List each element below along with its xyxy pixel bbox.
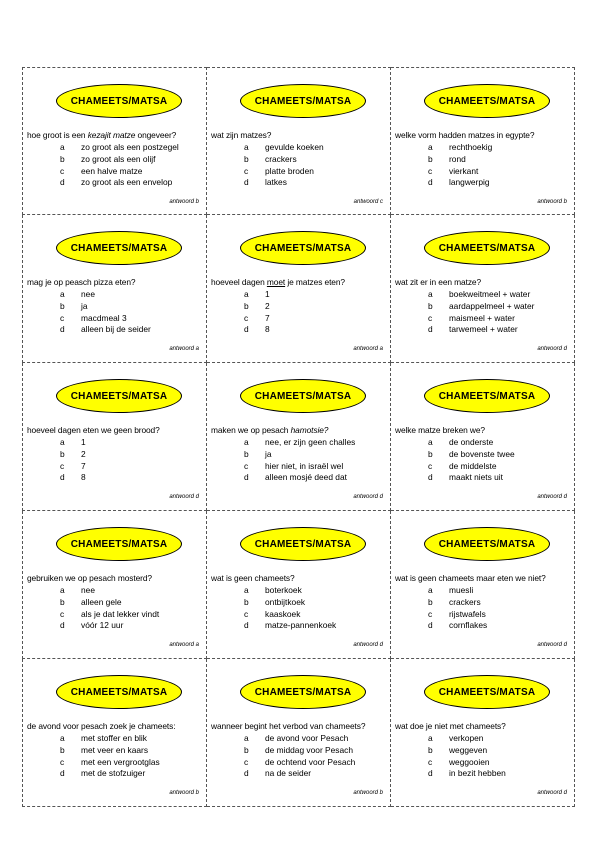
card-title-badge: CHAMEETS/MATSA: [424, 527, 550, 561]
card-answer: antwoord c: [353, 199, 383, 205]
card-question: wat is geen chameets maar eten we niet?: [395, 573, 546, 583]
card-title-badge: CHAMEETS/MATSA: [56, 379, 182, 413]
card-title-badge: CHAMEETS/MATSA: [240, 675, 366, 709]
option-letter: d: [60, 768, 65, 779]
answer-option: [244, 597, 336, 609]
option-text: aardappelmeel + water: [449, 300, 535, 311]
answer-options: [60, 585, 159, 632]
option-letter: a: [244, 142, 249, 152]
option-text: 8: [265, 324, 270, 335]
card-answer: antwoord d: [537, 494, 567, 500]
quiz-card: [391, 659, 575, 807]
option-letter: b: [428, 448, 433, 459]
option-letter: c: [428, 460, 433, 471]
card-answer: antwoord d: [537, 790, 567, 796]
card-title-badge: CHAMEETS/MATSA: [424, 84, 550, 118]
option-text: met de stofzuiger: [81, 768, 146, 779]
answer-option: [428, 472, 515, 484]
option-text: de ochtend voor Pesach: [265, 756, 356, 767]
option-text: kaaskoek: [265, 608, 301, 619]
option-letter: d: [244, 768, 249, 779]
option-letter: c: [244, 460, 249, 471]
option-text: tarwemeel + water: [449, 324, 518, 335]
option-letter: c: [60, 165, 65, 176]
answer-option: [60, 745, 160, 757]
card-answer: antwoord d: [353, 494, 383, 500]
option-letter: d: [428, 768, 433, 779]
answer-option: [244, 177, 324, 189]
quiz-card: [22, 363, 207, 511]
answer-option: [60, 177, 179, 189]
answer-options: [244, 437, 355, 484]
answer-option: [428, 324, 534, 336]
answer-options: [244, 142, 324, 189]
option-text: 7: [265, 312, 270, 323]
card-question: welke vorm hadden matzes in egypte?: [395, 130, 535, 140]
option-text: in bezit hebben: [449, 768, 506, 779]
card-question: hoe groot is een kezajit matze ongeveer?: [27, 130, 177, 140]
answer-option: [244, 313, 270, 325]
card-answer: antwoord b: [353, 790, 383, 796]
answer-options: [60, 437, 86, 484]
quiz-card: [207, 659, 391, 807]
option-text: alleen bij de seider: [81, 324, 151, 335]
answer-options: [244, 733, 355, 780]
answer-option: [244, 289, 270, 301]
quiz-card: [391, 511, 575, 659]
card-question: gebruiken we op pesach mosterd?: [27, 573, 152, 583]
option-text: muesli: [449, 585, 474, 595]
answer-option: [60, 585, 159, 597]
option-text: vóór 12 uur: [81, 620, 124, 631]
answer-option: [244, 142, 324, 154]
option-text: crackers: [449, 596, 481, 607]
answer-option: [244, 620, 336, 632]
answer-options: [428, 733, 506, 780]
option-text: zo groot als een postzegel: [81, 142, 179, 152]
option-letter: d: [244, 324, 249, 335]
option-letter: d: [244, 177, 249, 188]
option-text: zo groot als een envelop: [81, 177, 173, 188]
answer-option: [244, 166, 324, 178]
option-letter: b: [244, 744, 249, 755]
card-title-badge: CHAMEETS/MATSA: [240, 84, 366, 118]
answer-option: [244, 609, 336, 621]
option-letter: d: [60, 324, 65, 335]
answer-option: [60, 154, 179, 166]
option-text: de onderste: [449, 437, 494, 447]
option-text: ja: [81, 300, 88, 311]
option-text: alleen gele: [81, 596, 122, 607]
option-letter: c: [428, 756, 433, 767]
option-letter: a: [60, 289, 65, 299]
card-answer: antwoord b: [537, 199, 567, 205]
card-answer: antwoord d: [353, 642, 383, 648]
card-title-badge: CHAMEETS/MATSA: [424, 231, 550, 265]
quiz-card: [22, 511, 207, 659]
card-question: de avond voor pesach zoek je chameets:: [27, 721, 176, 731]
option-letter: d: [244, 620, 249, 631]
option-letter: a: [428, 733, 433, 743]
answer-option: [60, 437, 86, 449]
answer-option: [244, 757, 355, 769]
option-letter: d: [244, 472, 249, 483]
card-answer: antwoord a: [169, 642, 199, 648]
option-letter: c: [428, 312, 433, 323]
answer-option: [428, 733, 506, 745]
answer-option: [428, 154, 492, 166]
answer-options: [428, 437, 515, 484]
option-letter: b: [428, 744, 433, 755]
option-letter: a: [244, 289, 249, 299]
option-text: een halve matze: [81, 165, 143, 176]
answer-options: [428, 289, 534, 336]
option-text: met veer en kaars: [81, 744, 149, 755]
option-letter: d: [428, 620, 433, 631]
option-letter: b: [60, 300, 65, 311]
option-letter: b: [244, 153, 249, 164]
answer-option: [428, 437, 515, 449]
option-text: cornflakes: [449, 620, 488, 631]
option-text: nee: [81, 585, 95, 595]
option-letter: c: [244, 608, 249, 619]
card-title-badge: CHAMEETS/MATSA: [424, 379, 550, 413]
card-title-badge: CHAMEETS/MATSA: [424, 675, 550, 709]
answer-options: [244, 585, 336, 632]
option-text: de middag voor Pesach: [265, 744, 353, 755]
option-text: nee, er zijn geen challes: [265, 437, 356, 447]
option-letter: c: [60, 608, 65, 619]
option-letter: c: [60, 756, 65, 767]
option-text: hier niet, in israël wel: [265, 460, 344, 471]
option-text: rechthoekig: [449, 142, 493, 152]
option-letter: c: [60, 312, 65, 323]
card-sheet: [22, 67, 575, 807]
quiz-card: [22, 215, 207, 363]
option-letter: b: [428, 153, 433, 164]
answer-options: [60, 289, 151, 336]
option-letter: d: [60, 177, 65, 188]
card-question: wat doe je niet met chameets?: [395, 721, 506, 731]
answer-option: [244, 733, 355, 745]
answer-options: [428, 585, 487, 632]
option-text: boekweitmeel + water: [449, 289, 531, 299]
answer-option: [60, 142, 179, 154]
card-title-badge: CHAMEETS/MATSA: [56, 231, 182, 265]
option-letter: a: [244, 733, 249, 743]
card-title-badge: CHAMEETS/MATSA: [240, 379, 366, 413]
answer-option: [428, 177, 492, 189]
answer-option: [244, 745, 355, 757]
option-text: rijstwafels: [449, 608, 486, 619]
option-letter: a: [60, 437, 65, 447]
card-question: mag je op peasch pizza eten?: [27, 277, 136, 287]
option-letter: a: [60, 142, 65, 152]
option-text: de middelste: [449, 460, 497, 471]
option-text: met stoffer en blik: [81, 733, 147, 743]
option-text: ontbijtkoek: [265, 596, 306, 607]
option-text: maismeel + water: [449, 312, 515, 323]
card-title-badge: CHAMEETS/MATSA: [56, 84, 182, 118]
option-text: crackers: [265, 153, 297, 164]
option-text: na de seider: [265, 768, 312, 779]
option-letter: c: [244, 756, 249, 767]
card-answer: antwoord d: [537, 346, 567, 352]
quiz-card: [207, 67, 391, 215]
answer-option: [428, 301, 534, 313]
answer-option: [60, 472, 86, 484]
quiz-card: [391, 363, 575, 511]
option-text: de avond voor Pesach: [265, 733, 349, 743]
option-text: rond: [449, 153, 466, 164]
option-letter: b: [244, 300, 249, 311]
answer-option: [428, 585, 487, 597]
option-letter: b: [60, 153, 65, 164]
answer-option: [60, 461, 86, 473]
option-text: macdmeal 3: [81, 312, 127, 323]
quiz-card: [207, 215, 391, 363]
option-letter: a: [428, 289, 433, 299]
card-answer: antwoord d: [537, 642, 567, 648]
answer-option: [60, 449, 86, 461]
option-letter: a: [244, 585, 249, 595]
answer-option: [60, 597, 159, 609]
answer-option: [60, 733, 160, 745]
option-letter: a: [428, 585, 433, 595]
card-question: wat zijn matzes?: [211, 130, 272, 140]
answer-option: [428, 609, 487, 621]
answer-option: [244, 449, 355, 461]
answer-option: [60, 609, 159, 621]
option-text: 1: [265, 289, 270, 299]
card-title-badge: CHAMEETS/MATSA: [56, 675, 182, 709]
option-text: maakt niets uit: [449, 472, 503, 483]
card-answer: antwoord b: [169, 790, 199, 796]
option-text: als je dat lekker vindt: [81, 608, 160, 619]
option-text: matze-pannenkoek: [265, 620, 337, 631]
card-title-badge: CHAMEETS/MATSA: [240, 231, 366, 265]
option-letter: b: [60, 744, 65, 755]
answer-option: [244, 585, 336, 597]
option-letter: d: [428, 472, 433, 483]
answer-option: [60, 166, 179, 178]
card-question: wat is geen chameets?: [211, 573, 295, 583]
card-answer: antwoord d: [169, 494, 199, 500]
card-answer: antwoord a: [169, 346, 199, 352]
option-letter: a: [428, 142, 433, 152]
option-letter: c: [60, 460, 65, 471]
answer-option: [60, 757, 160, 769]
quiz-card: [207, 511, 391, 659]
option-letter: c: [428, 165, 433, 176]
card-answer: antwoord a: [353, 346, 383, 352]
option-letter: c: [428, 608, 433, 619]
option-letter: b: [428, 300, 433, 311]
answer-option: [244, 324, 270, 336]
answer-option: [60, 620, 159, 632]
answer-option: [428, 620, 487, 632]
quiz-card: [391, 67, 575, 215]
option-text: 8: [81, 472, 86, 483]
quiz-card: [207, 363, 391, 511]
card-title-badge: CHAMEETS/MATSA: [56, 527, 182, 561]
option-letter: a: [60, 733, 65, 743]
option-text: 7: [81, 460, 86, 471]
answer-option: [244, 437, 355, 449]
option-letter: b: [60, 596, 65, 607]
quiz-card: [22, 67, 207, 215]
option-letter: d: [60, 472, 65, 483]
answer-options: [60, 142, 179, 189]
option-text: latkes: [265, 177, 287, 188]
answer-option: [428, 166, 492, 178]
card-title-badge: CHAMEETS/MATSA: [240, 527, 366, 561]
answer-option: [244, 472, 355, 484]
answer-option: [60, 313, 151, 325]
option-text: 1: [81, 437, 86, 447]
option-text: met een vergrootglas: [81, 756, 160, 767]
option-text: ja: [265, 448, 272, 459]
answer-option: [60, 289, 151, 301]
option-text: weggooien: [449, 756, 490, 767]
option-text: weggeven: [449, 744, 488, 755]
answer-option: [244, 301, 270, 313]
option-letter: a: [244, 437, 249, 447]
answer-option: [428, 597, 487, 609]
answer-option: [244, 768, 355, 780]
answer-option: [428, 449, 515, 461]
option-letter: b: [428, 596, 433, 607]
option-text: nee: [81, 289, 95, 299]
quiz-card: [391, 215, 575, 363]
card-answer: antwoord b: [169, 199, 199, 205]
option-letter: d: [428, 324, 433, 335]
option-text: langwerpig: [449, 177, 490, 188]
option-letter: c: [244, 312, 249, 323]
answer-option: [428, 745, 506, 757]
answer-option: [428, 757, 506, 769]
option-text: alleen mosjé deed dat: [265, 472, 347, 483]
card-question: welke matze breken we?: [395, 425, 485, 435]
option-letter: a: [60, 585, 65, 595]
card-question: hoeveel dagen moet je matzes eten?: [211, 277, 345, 287]
option-letter: d: [428, 177, 433, 188]
option-text: boterkoek: [265, 585, 302, 595]
card-question: hoeveel dagen eten we geen brood?: [27, 425, 160, 435]
card-question: maken we op pesach hamotsie?: [211, 425, 329, 435]
option-text: verkopen: [449, 733, 484, 743]
quiz-card: [22, 659, 207, 807]
option-text: vierkant: [449, 165, 479, 176]
option-letter: c: [244, 165, 249, 176]
option-text: gevulde koeken: [265, 142, 324, 152]
option-letter: a: [428, 437, 433, 447]
answer-options: [428, 142, 492, 189]
answer-option: [244, 154, 324, 166]
option-text: 2: [81, 448, 86, 459]
option-text: 2: [265, 300, 270, 311]
answer-option: [428, 313, 534, 325]
option-text: platte broden: [265, 165, 314, 176]
answer-options: [244, 289, 270, 336]
card-question: wanneer begint het verbod van chameets?: [211, 721, 366, 731]
answer-option: [428, 289, 534, 301]
option-text: zo groot als een olijf: [81, 153, 156, 164]
option-letter: b: [60, 448, 65, 459]
answer-option: [428, 461, 515, 473]
option-letter: d: [60, 620, 65, 631]
card-question: wat zit er in een matze?: [395, 277, 482, 287]
answer-option: [60, 301, 151, 313]
answer-option: [244, 461, 355, 473]
answer-option: [428, 768, 506, 780]
answer-options: [60, 733, 160, 780]
option-text: de bovenste twee: [449, 448, 515, 459]
option-letter: b: [244, 596, 249, 607]
option-letter: b: [244, 448, 249, 459]
answer-option: [60, 768, 160, 780]
answer-option: [428, 142, 492, 154]
answer-option: [60, 324, 151, 336]
